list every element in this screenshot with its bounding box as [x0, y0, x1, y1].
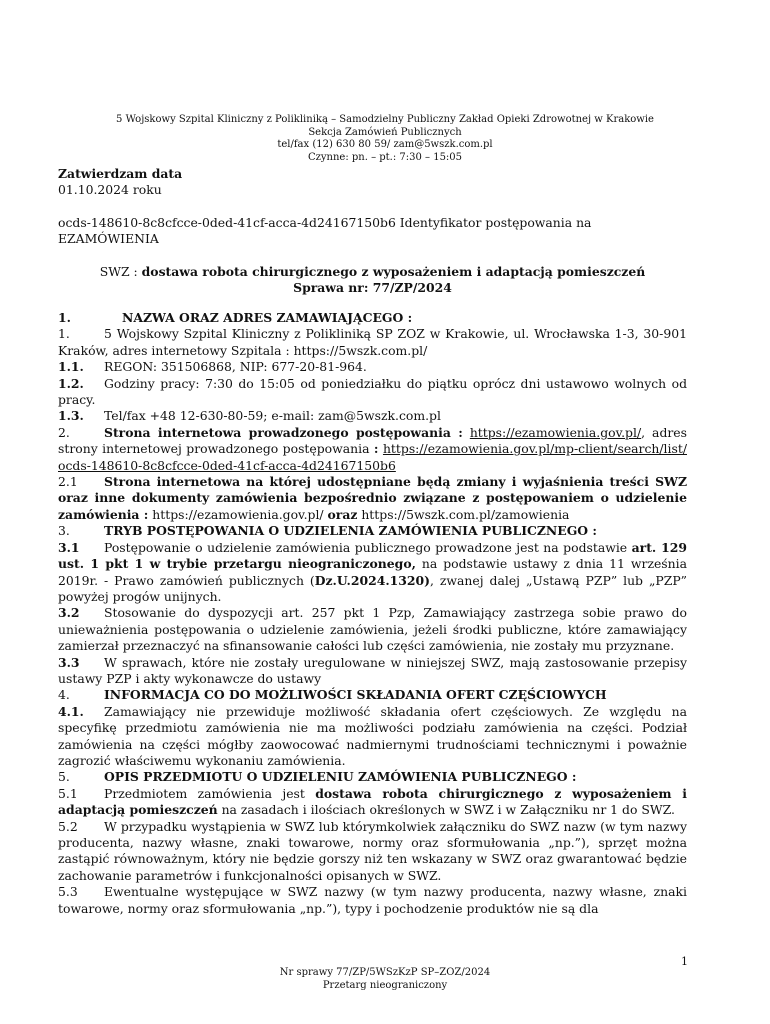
header-hours: Czynne: pn. – pt.: 7:30 – 15:05: [307, 151, 463, 163]
section-5-3: 5.3 Ewentualne występujące w SWZ nazwy (w tym nazwy producenta, nazwy własne, znaki towarowe, normy oraz sformułowania „np.”), typy i pochodzenie produktów nie są dla: [58, 884, 687, 916]
swz-title-block: [58, 264, 687, 297]
section-4-1: 4.1. Zamawiający nie przewiduje możliwość składania ofert częściowych. Ze względu na specyfikę przedmiotu zamówienia nie ma możliwości podziału zamówienia na części. Podział zamówienia na części mógłby zaowocować nadmiernymi trudnościami technicznymi i poważnie zagrozić właściwemu wykonaniu zamówienia.: [58, 703, 687, 768]
page-number: 1: [681, 955, 688, 968]
institution-header: [60, 114, 710, 164]
approval-block: [58, 166, 687, 199]
footer-procedure-type: Przetarg nieograniczony: [322, 979, 448, 991]
approval-label: Zatwierdzam data: [58, 166, 183, 181]
section-1-1: 1.1. REGON: 351506868, NIP: 677-20-81-964.: [58, 359, 367, 375]
ezamowienia-link[interactable]: https://ezamowienia.gov.pl/: [469, 424, 642, 440]
approval-date: 01.10.2024 roku: [58, 182, 162, 198]
section-5-2: 5.2 W przypadku wystąpienia w SWZ lub którymkolwiek załączniku do SWZ nazw (w tym nazwy producenta, nazwy własne, znaki towarowe, normy oraz sformułowania „np.”), sprzęt można zastąpić równoważnym, który nie będzie gorszy niż ten wskazany w SWZ oraz gwarantować będzie zachowanie parametrów i funkcjonalności opisanych w SWZ.: [58, 818, 687, 883]
section-3-3: 3.3 W sprawach, które nie zostały uregulowane w niniejszej SWZ, mają zastosowanie przepisy ustawy PZP i akty wykonawcze do ustawy: [58, 654, 687, 686]
section-5-heading: 5. OPIS PRZEDMIOTU O UDZIELENIU ZAMÓWIENIA PUBLICZNEGO :: [58, 769, 577, 785]
section-4-heading: 4. INFORMACJA CO DO MOŻLIWOŚCI SKŁADANIA OFERT CZĘŚCIOWYCH: [58, 687, 607, 703]
page-footer: [60, 967, 710, 992]
section-1-paragraph: 1. 5 Wojskowy Szpital Kliniczny z Polikliniką SP ZOZ w Krakowie, ul. Wrocławska 1-3, 30-901 Kraków, adres internetowy Szpitala : https://5wszk.com.pl/: [58, 326, 687, 358]
proceeding-link[interactable]: https://ezamowienia.gov.pl/mp-client/search/list/ocds-148610-8c8cfcce-0ded-41cf-acca-4d24167150b6: [58, 441, 687, 473]
section-3-1: 3.1 Postępowanie o udzielenie zamówienia publicznego prowadzone jest na podstawie art. 129 ust. 1 pkt 1 w trybie przetargu nieograniczonego, na podstawie ustawy z dnia 11 września 2019r. - Prawo zamówień publicznych (Dz.U.2024.1320), zwanej dalej „Ustawą PZP” lub „PZP” powyżej progów unijnych.: [58, 539, 687, 604]
ocds-line-1: ocds-148610-8c8cfcce-0ded-41cf-acca-4d24167150b6 Identyfikator postępowania na: [58, 215, 592, 230]
swz-case-number: Sprawa nr: 77/ZP/2024: [293, 280, 452, 296]
ocds-identifier: [58, 215, 687, 248]
hospital-procurement-url[interactable]: https://5wszk.com.pl/zamowienia: [357, 506, 570, 522]
footer-case-number: Nr sprawy 77/ZP/5WSzKzP SP–ZOZ/2024: [279, 967, 491, 978]
swz-prefix: SWZ :: [99, 264, 142, 279]
header-institution-name: 5 Wojskowy Szpital Kliniczny z Polikliniką – Samodzielny Publiczny Zakład Opieki Zdrowotnej w Krakowie: [116, 114, 654, 125]
document-body: [58, 310, 687, 917]
header-section-name: Sekcja Zamówień Publicznych: [308, 126, 462, 138]
section-3-heading: 3. TRYB POSTĘPOWANIA O UDZIELENIA ZAMÓWIENIA PUBLICZNEGO :: [58, 523, 597, 539]
section-1-heading: 1. NAZWA ORAZ ADRES ZAMAWIAJĄCEGO :: [58, 310, 413, 325]
section-2-1: 2.1 Strona internetowa na której udostępniane będą zmiany i wyjaśnienia treści SWZ oraz inne dokumenty zamówienia bezpośrednio związane z postępowaniem o udzielenie zamówienia : https://ezamowienia.gov.pl/ oraz https://5wszk.com.pl/zamowienia: [58, 474, 687, 522]
section-3-2: 3.2 Stosowanie do dyspozycji art. 257 pkt 1 Pzp, Zamawiający zastrzega sobie prawo do unieważnienia postępowania o udzielenie zamówienia, jeżeli środki publiczne, które zamawiający zamierzał przeznaczyć na sfinansowanie całości lub części zamówienia, nie zostały mu przyznane.: [58, 605, 687, 654]
ezamowienia-url[interactable]: https://ezamowienia.gov.pl/: [148, 506, 328, 522]
header-contact: tel/fax (12) 630 80 59/ zam@5wszk.com.pl: [277, 139, 493, 150]
section-1-3: 1.3. Tel/fax +48 12-630-80-59; e-mail: zam@5wszk.com.pl: [58, 408, 441, 424]
swz-title: dostawa robota chirurgicznego z wyposażeniem i adaptacją pomieszczeń: [141, 264, 646, 279]
section-5-1: 5.1 Przedmiotem zamówienia jest dostawa robota chirurgicznego z wyposażeniem i adaptacją pomieszczeń na zasadach i ilościach określonych w SWZ i w Załączniku nr 1 do SWZ.: [58, 785, 687, 818]
section-1-2: 1.2. Godziny pracy: 7:30 do 15:05 od poniedziałku do piątku oprócz dni ustawowo wolnych od pracy.: [58, 375, 687, 408]
section-2: 2. Strona internetowa prowadzonego postępowania : https://ezamowienia.gov.pl/, adres strony internetowej prowadzonego postępowania : https://ezamowienia.gov.pl/mp-client/search/list/ocds-148610-8c8cfcce-0ded-41cf-acca-4d24167150b6: [58, 424, 687, 473]
ocds-line-2: EZAMÓWIENIA: [58, 231, 159, 247]
